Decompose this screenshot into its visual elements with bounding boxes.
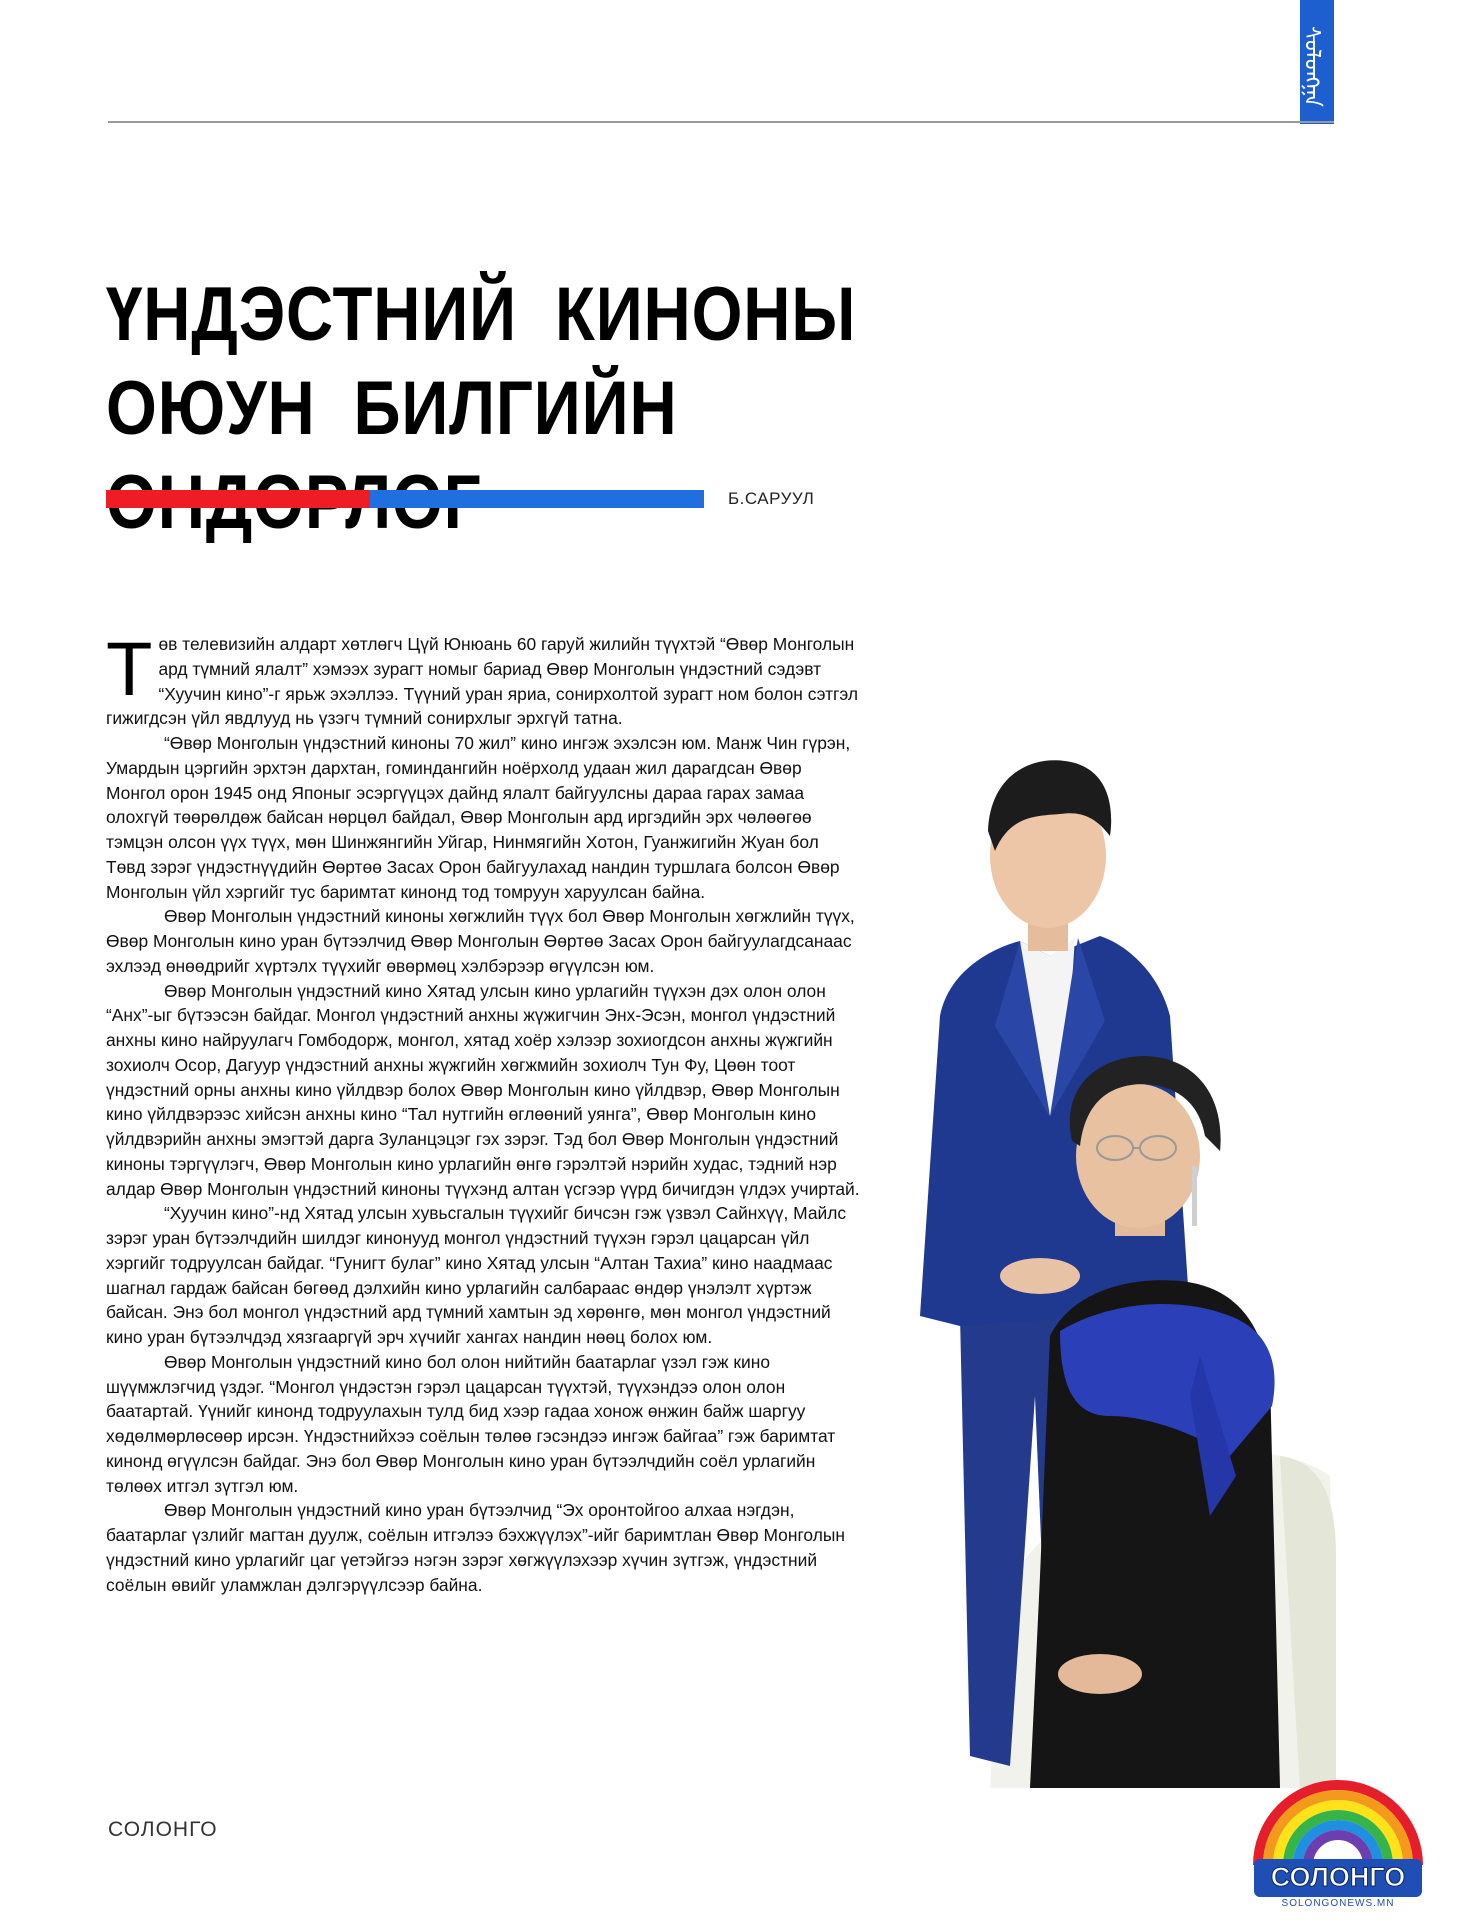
headline-line-1: ҮНДЭСТНИЙ КИНОНЫ bbox=[106, 272, 857, 357]
side-tab-label: ᠰᠣᠯᠣᠩᠭᠠ bbox=[1299, 25, 1324, 107]
article-paragraph: “Өвөр Монголын үндэстний киноны 70 жил” кино ингэж эхэлсэн юм. Манж Чин гүрэн, Умардын цэргийн эрхтэн дархтан, гоминдангийн ноёрхолд удаан жил дарагдсан Өвөр Монгол орон 1945 онд Японыг эсэргүүцэх дайнд ялалт байгуулсны дараа гарах замаа олохгүй төөрөлдөж байсан нөрцөл байдал, Өвөр Монголын ард иргэдийн эрх чөлөөгөө тэмцэн олсон үүх түүх, мөн Шинжянгийн Уйгар, Нинмягийн Хотон, Гуанжигийн Жуан бол Төвд зэрэг үндэстнүүдийн Өөртөө Засах Орон байгуулахад нандин туршлага болсон Өвөр Монголын үйл хэргийг тус баримтат кинонд тод томруун харуулсан байна. bbox=[106, 733, 851, 902]
footer-brand: СОЛОНГО bbox=[108, 1818, 218, 1841]
article-paragraph: Өвөр Монголын үндэстний кино Хятад улсын кино урлагийн түүхэн дэх олон олон “Анх”-ыг бүтээсэн байдаг. Монгол үндэстний анхны жүжигчин Энх-Эсэн, монгол үндэстний анхны кино найруулагч Гомбодорж, монгол, хятад хоёр хэлээр зохиогдсон анхны жүжгийн зохиолч Осор, Дагуур үндэстний анхны жүжгийн хөгжмийн зохиолч Тун Фу, Цөөн тоот үндэстний орны анхны кино үйлдвэр болох Өвөр Монголын кино үйлдвэр, Өвөр Монголын кино үйлдвэрээс хийсэн анхны кино “Тал нутгийн өглөөний уянга”, Өвөр Монголын кино үйлдвэрийн анхны эмэгтэй дарга Зуланцэцэг гэх зэрэг. Тэд бол Өвөр Монголын үндэстний киноны тэргүүлэгч, Өвөр Монголын кино урлагийн өнгө гэрэлтэй нэрийн худас, тэдний нэр алдар Өвөр Монголын үндэстний киноны түүхэнд алтан үсгээр үүрд бичигдэн үлдэх учиртай. bbox=[106, 980, 860, 1199]
article-paragraph: Өвөр Монголын үндэстний кино уран бүтээлчид “Эх оронтойгоо алхаа нэгдэн, баатарлаг үзлийг магтан дуулж, соёлын итгэлээ бэхжүүлэх”-ийг баримтлан Өвөр Монголын үндэстний кино урлагийг цаг үетэйгээ нэгэн зэрэг хөгжүүлэхээр хүчин зүтгэж, үндэстний соёлын өвийг уламжлан дэлгэрүүлсээр байна. bbox=[106, 1500, 845, 1595]
drop-cap: Т bbox=[106, 627, 153, 712]
article-body bbox=[106, 627, 862, 1597]
solongo-rainbow-logo bbox=[1248, 1775, 1428, 1910]
article-paragraph: Төв телевизийн алдарт хөтлөгч Цүй Юнюань 60 гаруй жилийн түүхтэй “Өвөр Монголын ард түмний ялалт” хэмээх зурагт номыг бариад Өвөр Монголын үндэстний сэдэвт “Хуучин кино”-г ярьж эхэллээ. Түүний уран яриа, сонирхолтой зурагт ном болон сэтгэл гижигдсэн үйл явдлууд нь үзэгч түмний сонирхлыг эрхгүй татна. bbox=[106, 627, 859, 729]
article-paragraph: Өвөр Монголын үндэстний киноны хөгжлийн түүх бол Өвөр Монголын хөгжлийн түүх, Өвөр Монголын кино уран бүтээлчид Өвөр Монголын Өөртөө Засах Орон байгуулагдсанаас эхлээд өнөөдрийг хүртэлх түүхийг өвөрмөц хэлбэрээр өгүүлсэн юм. bbox=[106, 906, 855, 976]
logo-url: SOLONGONEWS.MN bbox=[1281, 1898, 1395, 1909]
article-paragraph: Өвөр Монголын үндэстний кино бол олон нийтийн баатарлаг үзэл гэж кино шүүмжлэгчид үздэг. “Монгол үндэстэн гэрэл цацарсан түүхтэй, түүхэндээ олон олон баатартай. Үүнийг кинонд тодруулахын тулд бид хээр гадаа хонож өнжин байж шаргуу хөдөлмөрлөсөөр ирсэн. Үндэстнийхээ соёлын төлөө гэсэндээ ингэж байгаа” гэж баримтат кинонд өгүүлсэн байдаг. Энэ бол Өвөр Монголын кино уран бүтээлчдийн соёл урлагийн төлөөх итгэл зүтгэл юм. bbox=[106, 1351, 836, 1496]
article-paragraph: “Хуучин кино”-нд Хятад улсын хувьсгалын түүхийг бичсэн гэж үзвэл Сайнхүү, Майлс зэрэг уран бүтээлчдийн шилдэг кинонууд монгол үндэстний түүхэн гэрэл цацарсан үйл хэргийг тодруулсан байдаг. “Гунигт булаг” кино Хятад улсын “Алтан Тахиа” кино наадмаас шагнал гардаж байсан бөгөөд дэлхийн кино урлагийн салбараас өндөр үнэлэлт хүртэж байсан. Энэ бол монгол үндэстний ард түмний хамтын эд хөрөнгө, мөн монгол үндэстний кино уран бүтээлчдэд хязгааргүй эрч хүчийг хангах нандин нөөц болох юм. bbox=[106, 1203, 847, 1347]
accent-bar-blue bbox=[370, 490, 704, 508]
logo-wordmark: СОЛОНГО bbox=[1270, 1862, 1406, 1892]
author-byline: Б.САРУУЛ bbox=[728, 489, 815, 508]
accent-bar-red bbox=[106, 490, 370, 508]
headline-line-2: ОЮУН БИЛГИЙН bbox=[106, 366, 678, 451]
side-tab bbox=[1300, 0, 1334, 124]
top-rule bbox=[108, 121, 1334, 123]
portrait-photo bbox=[900, 756, 1336, 1788]
